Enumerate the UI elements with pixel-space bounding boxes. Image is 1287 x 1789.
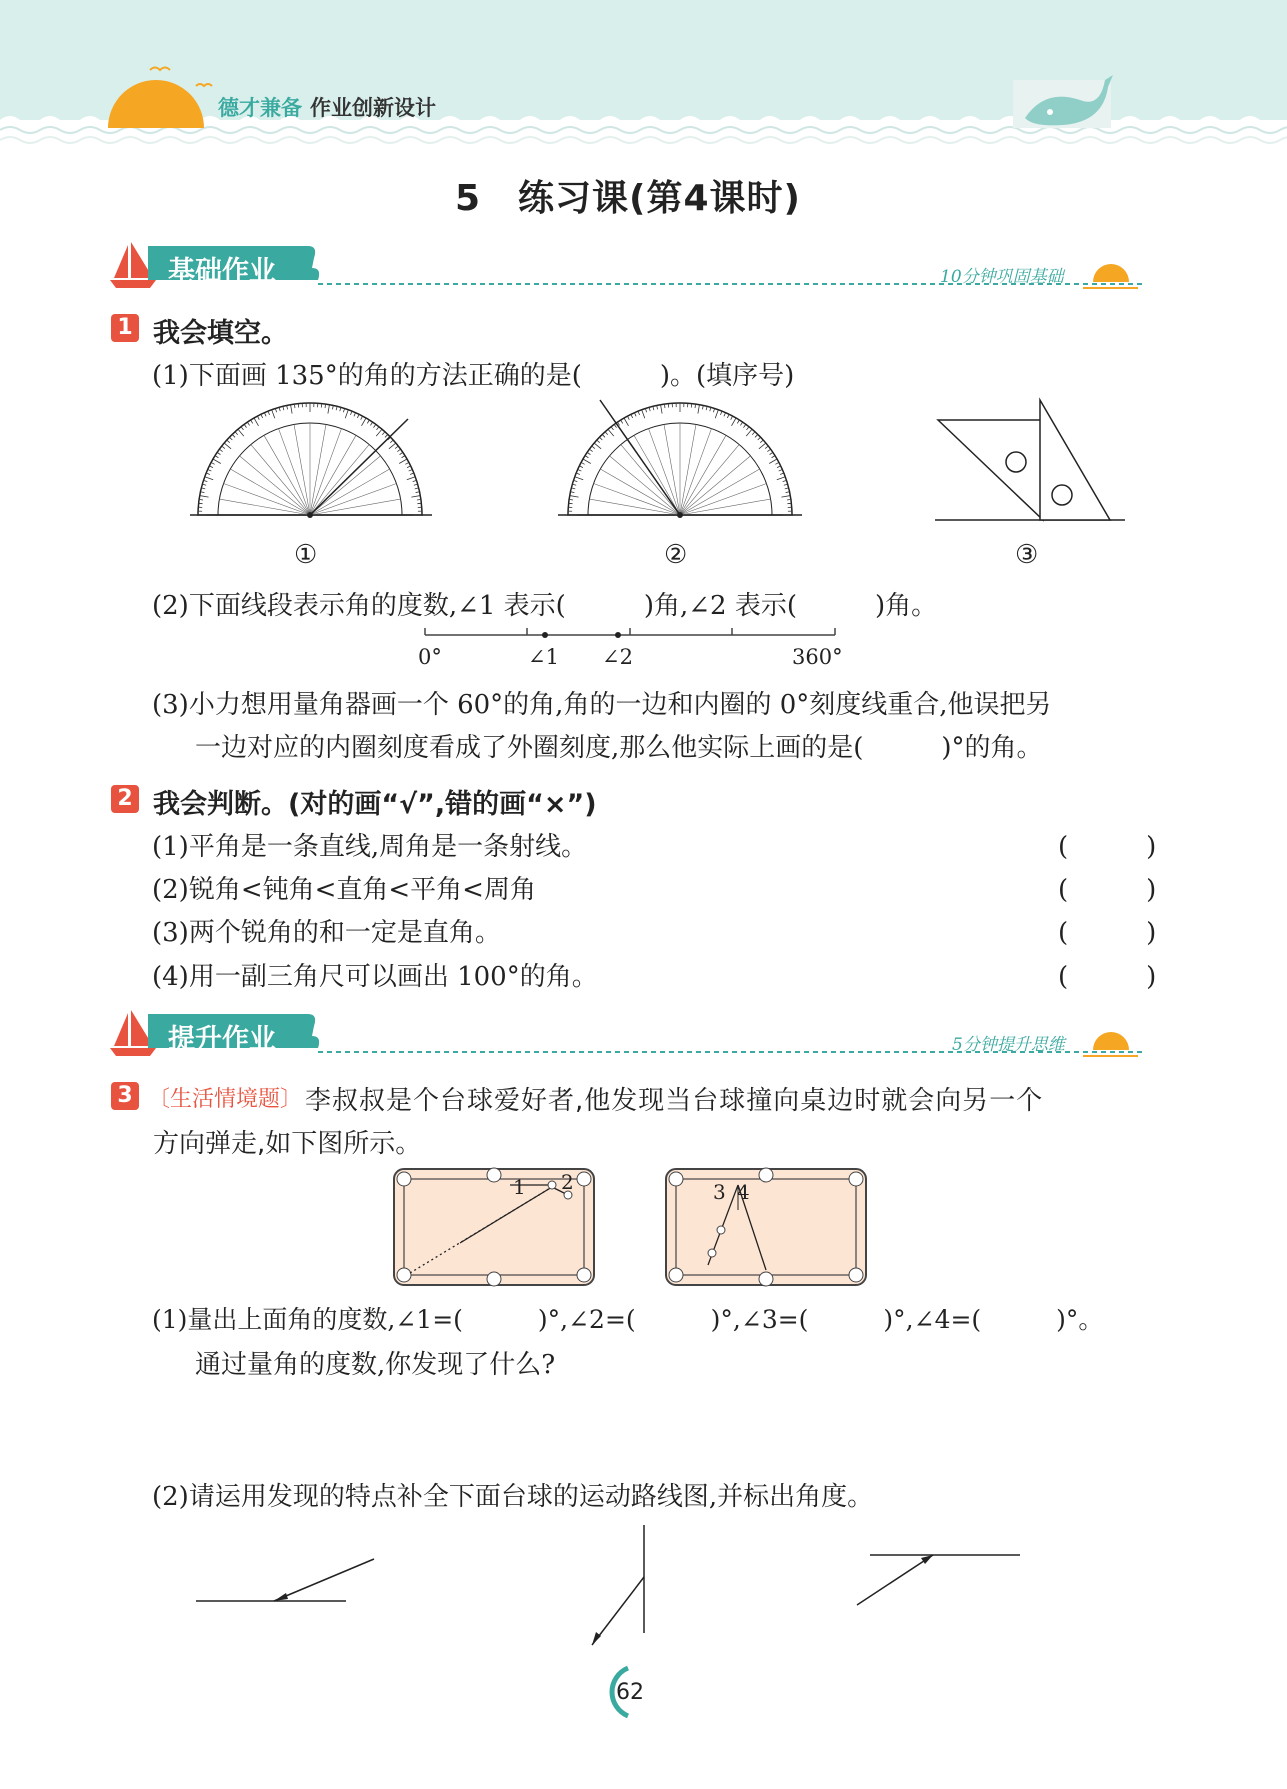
- axis-label-360: 360°: [792, 645, 843, 669]
- page-header: [0, 0, 1287, 150]
- q2-item-4: (4)用一副三角尺可以画出 100°的角。: [152, 962, 598, 992]
- path-figure-2: [592, 1525, 644, 1645]
- q2-item-2: (2)锐角<钝角<直角<平角<周角: [152, 875, 536, 905]
- small-sun-icon: [1093, 264, 1129, 282]
- pool-table-2: [666, 1168, 866, 1286]
- figure-label-1: ①: [294, 540, 318, 570]
- small-sun-icon: [1093, 1032, 1129, 1050]
- q3-part1-line2: 通过量角的度数,你发现了什么?: [195, 1350, 556, 1380]
- protractor-2: [558, 403, 802, 518]
- q1-number: 1: [111, 314, 139, 342]
- axis-label-angle2: ∠2: [602, 645, 633, 669]
- brand-title: [218, 92, 436, 122]
- q1-part2: (2)下面线段表示角的度数,∠1 表示( )角,∠2 表示( )角。: [152, 591, 938, 621]
- q2-answer-box-1[interactable]: ( ): [1058, 832, 1157, 862]
- q3-number: 3: [111, 1082, 139, 1110]
- q2-item-3: (3)两个锐角的和一定是直角。: [152, 918, 501, 948]
- path-figure-3: [857, 1555, 1020, 1605]
- q2-number: 2: [111, 785, 139, 813]
- page-title: 5 练习课(第4课时): [455, 178, 802, 219]
- q3-line1: 李叔叔是个台球爱好者,他发现当台球撞向桌边时就会向另一个: [305, 1086, 1044, 1116]
- brand-green: 德才兼备: [218, 96, 302, 120]
- section2-note: 5分钟提升思维: [952, 1035, 1065, 1055]
- q2-answer-box-3[interactable]: ( ): [1058, 918, 1157, 948]
- section1-note: 10分钟巩固基础: [940, 267, 1064, 287]
- q3-line2: 方向弹走,如下图所示。: [153, 1129, 422, 1159]
- table-label-1: 1: [513, 1175, 526, 1199]
- q3-part1-line1: (1)量出上面角的度数,∠1=( )°,∠2=( )°,∠3=( )°,∠4=( )°。: [152, 1305, 1104, 1334]
- section1-label: 基础作业: [168, 256, 276, 287]
- protractor-figures: [190, 395, 1150, 535]
- pool-tables: [390, 1165, 870, 1290]
- q2-heading: 我会判断。(对的画“√”,错的画“×”): [153, 789, 597, 820]
- axis-label-angle1: ∠1: [528, 645, 559, 669]
- q1-part1: (1)下面画 135°的角的方法正确的是( )。(填序号): [152, 361, 795, 391]
- q2-answer-box-2[interactable]: ( ): [1058, 875, 1157, 905]
- table-label-4: 4: [737, 1180, 750, 1204]
- q1-part3-line1: (3)小力想用量角器画一个 60°的角,角的一边和内圈的 0°刻度线重合,他误把另: [152, 690, 1052, 720]
- section2-label: 提升作业: [168, 1024, 276, 1055]
- brand-dark: 作业创新设计: [310, 96, 436, 120]
- q1-part3-line2: 一边对应的内圈刻度看成了外圈刻度,那么他实际上画的是( )°的角。: [195, 733, 1043, 763]
- path-figure-1: [196, 1559, 374, 1601]
- whale-icon: [1013, 75, 1113, 128]
- protractor-1: [190, 403, 432, 518]
- figure-label-2: ②: [664, 540, 688, 570]
- q2-item-1: (1)平角是一条直线,周角是一条射线。: [152, 832, 588, 862]
- degree-number-line: [415, 625, 845, 645]
- q3-part2: (2)请运用发现的特点补全下面台球的运动路线图,并标出角度。: [152, 1482, 874, 1512]
- path-figures: [190, 1515, 1040, 1655]
- table-label-2: 2: [561, 1170, 574, 1194]
- q2-answer-box-4[interactable]: ( ): [1058, 962, 1157, 992]
- q3-tag: 〔生活情境题〕: [148, 1087, 303, 1112]
- page-number: 62: [616, 1680, 644, 1705]
- table-label-3: 3: [713, 1180, 726, 1204]
- figure-label-3: ③: [1015, 540, 1039, 570]
- q1-heading: 我会填空。: [153, 318, 288, 349]
- axis-label-0: 0°: [418, 645, 442, 669]
- triangle-rulers: [935, 400, 1125, 520]
